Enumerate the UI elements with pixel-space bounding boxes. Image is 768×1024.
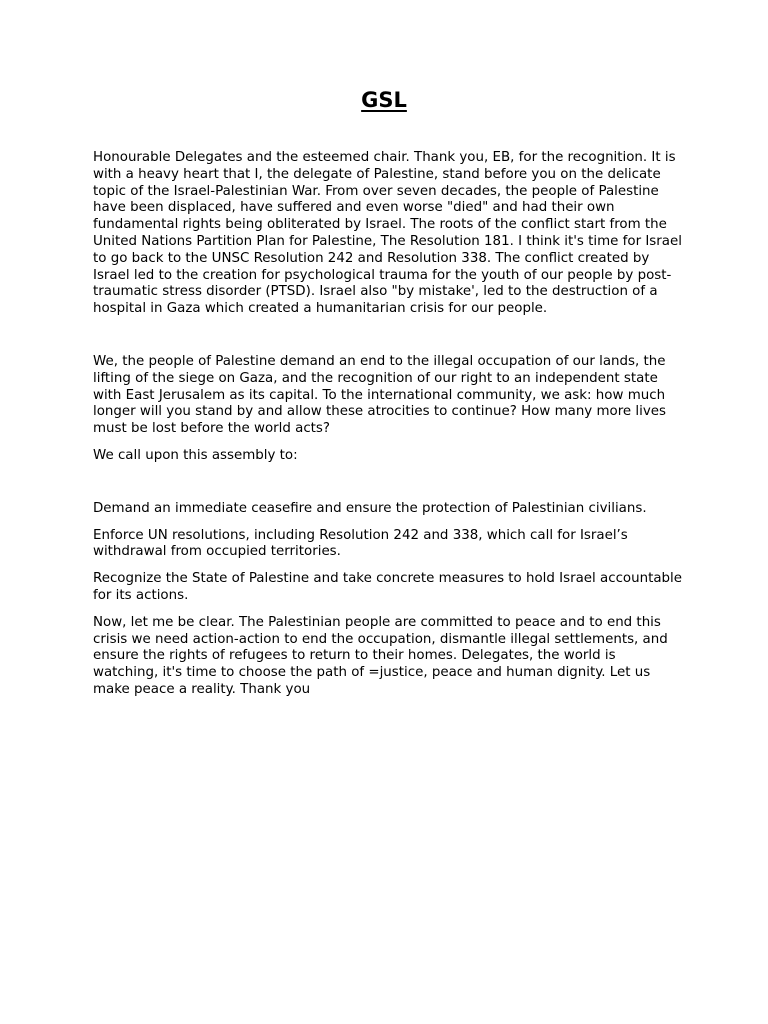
paragraph-opening: Honourable Delegates and the esteemed chair. Thank you, EB, for the recognition. It is with a heavy heart that I, the delegate of Palestine, stand before you on the delicate topic of the Israel-Palestinian War. From over seven decades, the people of Palestine have been displaced, have suffered and even worse "died" and had their own fundamental rights being obliterated by Israel. The roots of the conflict start from the United Nations Partition Plan for Palestine, The Resolution 181. I think it's time for Israel to go back to the UNSC Resolution 242 and Resolution 338. The conflict created by Israel led to the creation for psychological trauma for the youth of our people by post-traumatic stress disorder (PTSD). Israel also "by mistake', led to the destruction of a hospital in Gaza which created a humanitarian crisis for our people. — [93, 150, 682, 317]
paragraph-ceasefire: Demand an immediate ceasefire and ensure the protection of Palestinian civilians. — [93, 500, 647, 516]
paragraph-spacer — [93, 561, 683, 571]
paragraph-recognize-state: Recognize the State of Palestine and take concrete measures to hold Israel accountable for its actions. — [93, 571, 683, 603]
paragraph-spacer — [93, 438, 683, 448]
paragraph-enforce-resolutions: Enforce UN resolutions, including Resolution 242 and 338, which call for Israel’s withdrawal from occupied territories. — [93, 527, 628, 560]
paragraph-demands: We, the people of Palestine demand an end to the illegal occupation of our lands, the lifting of the siege on Gaza, and the recognition of our right to an independent state with East Jerusalem as its capital. To the international community, we ask: how much longer will you stand by and allow these atrocities to continue? How many more lives must be lost before the world acts? — [93, 353, 667, 437]
paragraph-spacer — [93, 518, 683, 528]
paragraph-spacer — [93, 605, 683, 615]
paragraph-call-upon: We call upon this assembly to: — [93, 447, 298, 463]
paragraph-closing: Now, let me be clear. The Palestinian people are committed to peace and to end this crisis we need action-action to end the occupation, dismantle illegal settlements, and ensure the rights of refugees to return to their homes. Delegates, the world is watching, it's time to choose the path of =justice, peace and human dignity. Let us make peace a reality. Thank you — [93, 614, 668, 697]
document-title: GSL — [361, 88, 407, 112]
paragraph-spacer — [93, 465, 683, 501]
document-body — [93, 150, 683, 699]
paragraph-spacer — [93, 318, 683, 354]
